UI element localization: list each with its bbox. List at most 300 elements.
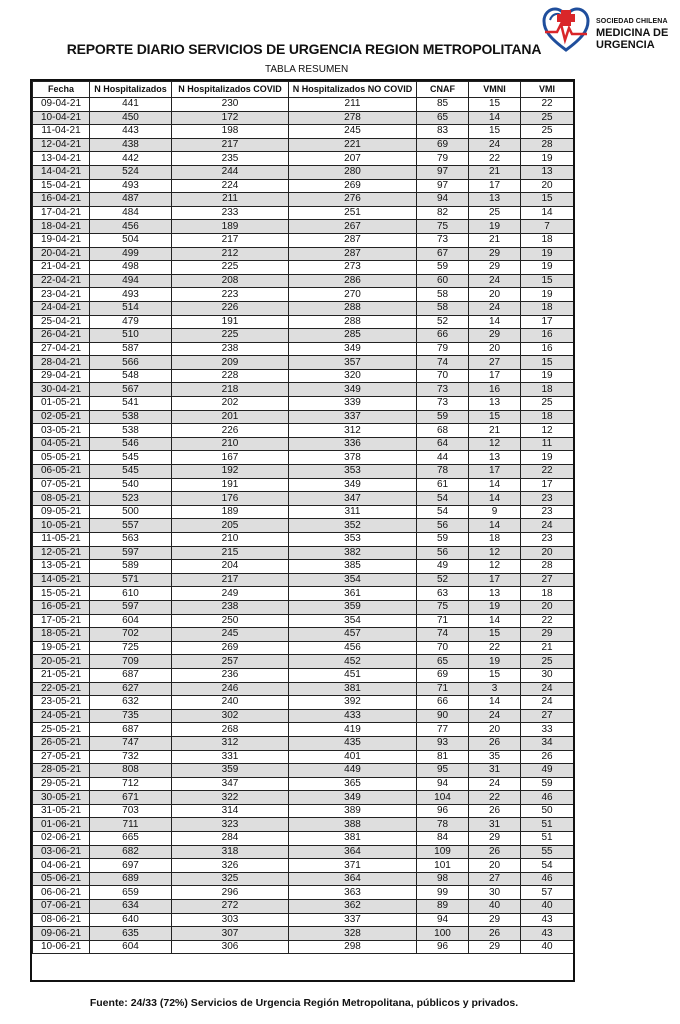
table-cell: 365 xyxy=(289,777,417,791)
table-row xyxy=(33,614,574,628)
table-cell: 67 xyxy=(417,247,469,261)
table-cell: 46 xyxy=(521,872,574,886)
table-cell: 325 xyxy=(172,872,289,886)
table-cell: 210 xyxy=(172,437,289,451)
table-cell: 189 xyxy=(172,505,289,519)
table-row xyxy=(33,220,574,234)
table-cell: 65 xyxy=(417,111,469,125)
table-cell: 235 xyxy=(172,152,289,166)
table-cell: 15 xyxy=(469,410,521,424)
table-cell: 58 xyxy=(417,288,469,302)
table-cell: 326 xyxy=(172,859,289,873)
table-cell: 30 xyxy=(469,886,521,900)
table-cell: 167 xyxy=(172,451,289,465)
table-cell: 49 xyxy=(417,560,469,574)
table-cell: 24 xyxy=(521,519,574,533)
table-cell: 24-04-21 xyxy=(33,301,90,315)
table-row xyxy=(33,152,574,166)
table-cell: 217 xyxy=(172,233,289,247)
table-row xyxy=(33,900,574,914)
table-cell: 21-05-21 xyxy=(33,668,90,682)
table-cell: 29-04-21 xyxy=(33,369,90,383)
table-cell: 06-06-21 xyxy=(33,886,90,900)
table-cell: 40 xyxy=(521,900,574,914)
table-cell: 627 xyxy=(90,682,172,696)
table-cell: 711 xyxy=(90,818,172,832)
table-cell: 808 xyxy=(90,764,172,778)
table-row xyxy=(33,655,574,669)
table-cell: 100 xyxy=(417,927,469,941)
table-cell: 17 xyxy=(521,315,574,329)
table-cell: 14-04-21 xyxy=(33,165,90,179)
table-cell: 276 xyxy=(289,193,417,207)
table-cell: 228 xyxy=(172,369,289,383)
table-cell: 493 xyxy=(90,288,172,302)
table-cell: 557 xyxy=(90,519,172,533)
table-cell: 60 xyxy=(417,274,469,288)
table-cell: 79 xyxy=(417,152,469,166)
table-cell: 02-06-21 xyxy=(33,832,90,846)
table-cell: 29 xyxy=(469,832,521,846)
table-cell: 15 xyxy=(469,125,521,139)
column-header: VMNI xyxy=(469,82,521,98)
table-cell: 735 xyxy=(90,709,172,723)
table-cell: 250 xyxy=(172,614,289,628)
table-cell: 306 xyxy=(172,940,289,954)
table-cell: 29-05-21 xyxy=(33,777,90,791)
table-cell: 24-05-21 xyxy=(33,709,90,723)
table-row xyxy=(33,682,574,696)
table-cell: 15 xyxy=(469,98,521,112)
table-cell: 14 xyxy=(469,519,521,533)
table-cell: 3 xyxy=(469,682,521,696)
table-cell: 22 xyxy=(521,98,574,112)
table-row xyxy=(33,315,574,329)
table-cell: 438 xyxy=(90,138,172,152)
table-cell: 339 xyxy=(289,397,417,411)
table-row xyxy=(33,165,574,179)
table-cell: 64 xyxy=(417,437,469,451)
table-cell: 487 xyxy=(90,193,172,207)
table-row xyxy=(33,274,574,288)
table-row xyxy=(33,301,574,315)
table-cell: 671 xyxy=(90,791,172,805)
table-cell: 208 xyxy=(172,274,289,288)
table-cell: 24 xyxy=(469,301,521,315)
table-row xyxy=(33,111,574,125)
table-row xyxy=(33,533,574,547)
table-cell: 357 xyxy=(289,356,417,370)
table-cell: 19 xyxy=(521,288,574,302)
table-cell: 449 xyxy=(289,764,417,778)
table-cell: 331 xyxy=(172,750,289,764)
table-cell: 545 xyxy=(90,465,172,479)
table-cell: 19 xyxy=(521,247,574,261)
table-cell: 494 xyxy=(90,274,172,288)
table-cell: 93 xyxy=(417,736,469,750)
table-cell: 29 xyxy=(469,261,521,275)
table-cell: 249 xyxy=(172,587,289,601)
table-cell: 25 xyxy=(521,111,574,125)
table-cell: 381 xyxy=(289,832,417,846)
table-cell: 43 xyxy=(521,927,574,941)
table-cell: 23-04-21 xyxy=(33,288,90,302)
table-cell: 10-04-21 xyxy=(33,111,90,125)
table-cell: 442 xyxy=(90,152,172,166)
table-cell: 19 xyxy=(521,369,574,383)
table-cell: 26 xyxy=(469,927,521,941)
table-cell: 14-05-21 xyxy=(33,573,90,587)
table-cell: 514 xyxy=(90,301,172,315)
organization-name: SOCIEDAD CHILENA MEDICINA DE URGENCIA xyxy=(596,18,669,51)
table-cell: 443 xyxy=(90,125,172,139)
table-cell: 29 xyxy=(521,628,574,642)
table-cell: 210 xyxy=(172,533,289,547)
table-cell: 21-04-21 xyxy=(33,261,90,275)
table-row xyxy=(33,329,574,343)
table-cell: 211 xyxy=(289,98,417,112)
table-cell: 21 xyxy=(469,424,521,438)
table-cell: 337 xyxy=(289,410,417,424)
table-cell: 25 xyxy=(521,655,574,669)
table-cell: 401 xyxy=(289,750,417,764)
table-cell: 201 xyxy=(172,410,289,424)
table-cell: 20 xyxy=(469,859,521,873)
table-cell: 385 xyxy=(289,560,417,574)
table-cell: 18 xyxy=(521,233,574,247)
table-cell: 24 xyxy=(469,138,521,152)
table-cell: 69 xyxy=(417,668,469,682)
table-cell: 73 xyxy=(417,383,469,397)
table-cell: 20 xyxy=(521,179,574,193)
table-cell: 19 xyxy=(521,152,574,166)
table-cell: 479 xyxy=(90,315,172,329)
table-cell: 280 xyxy=(289,165,417,179)
table-cell: 54 xyxy=(521,859,574,873)
table-cell: 20 xyxy=(469,342,521,356)
table-cell: 28-05-21 xyxy=(33,764,90,778)
table-cell: 268 xyxy=(172,723,289,737)
table-cell: 270 xyxy=(289,288,417,302)
table-cell: 286 xyxy=(289,274,417,288)
column-header: N Hospitalizados xyxy=(90,82,172,98)
table-cell: 98 xyxy=(417,872,469,886)
table-cell: 354 xyxy=(289,614,417,628)
table-cell: 284 xyxy=(172,832,289,846)
table-cell: 433 xyxy=(289,709,417,723)
table-cell: 223 xyxy=(172,288,289,302)
table-cell: 101 xyxy=(417,859,469,873)
table-cell: 504 xyxy=(90,233,172,247)
table-cell: 13 xyxy=(469,451,521,465)
table-row xyxy=(33,628,574,642)
table-cell: 71 xyxy=(417,614,469,628)
table-row xyxy=(33,940,574,954)
table-cell: 29 xyxy=(469,329,521,343)
table-cell: 484 xyxy=(90,206,172,220)
table-row xyxy=(33,505,574,519)
table-cell: 389 xyxy=(289,804,417,818)
table-cell: 548 xyxy=(90,369,172,383)
table-row xyxy=(33,247,574,261)
table-row xyxy=(33,777,574,791)
table-cell: 336 xyxy=(289,437,417,451)
table-cell: 09-06-21 xyxy=(33,927,90,941)
table-cell: 50 xyxy=(521,804,574,818)
table-cell: 59 xyxy=(417,261,469,275)
table-cell: 21 xyxy=(521,641,574,655)
table-cell: 456 xyxy=(90,220,172,234)
table-cell: 27-04-21 xyxy=(33,342,90,356)
table-cell: 364 xyxy=(289,845,417,859)
table-cell: 70 xyxy=(417,641,469,655)
table-cell: 571 xyxy=(90,573,172,587)
table-cell: 349 xyxy=(289,791,417,805)
table-cell: 16-04-21 xyxy=(33,193,90,207)
table-row xyxy=(33,410,574,424)
table-cell: 95 xyxy=(417,764,469,778)
table-cell: 96 xyxy=(417,804,469,818)
table-cell: 689 xyxy=(90,872,172,886)
table-cell: 353 xyxy=(289,533,417,547)
table-cell: 68 xyxy=(417,424,469,438)
table-cell: 540 xyxy=(90,478,172,492)
table-row xyxy=(33,859,574,873)
table-row xyxy=(33,261,574,275)
table-cell: 18 xyxy=(521,301,574,315)
table-cell: 493 xyxy=(90,179,172,193)
table-cell: 212 xyxy=(172,247,289,261)
table-cell: 97 xyxy=(417,179,469,193)
table-cell: 524 xyxy=(90,165,172,179)
table-cell: 665 xyxy=(90,832,172,846)
table-cell: 19 xyxy=(469,655,521,669)
table-cell: 245 xyxy=(289,125,417,139)
table-cell: 217 xyxy=(172,573,289,587)
table-cell: 709 xyxy=(90,655,172,669)
table-cell: 11-05-21 xyxy=(33,533,90,547)
table-cell: 27 xyxy=(521,573,574,587)
table-cell: 18 xyxy=(521,410,574,424)
table-row xyxy=(33,573,574,587)
table-cell: 18-05-21 xyxy=(33,628,90,642)
table-cell: 9 xyxy=(469,505,521,519)
table-cell: 18-04-21 xyxy=(33,220,90,234)
table-row xyxy=(33,587,574,601)
table-cell: 267 xyxy=(289,220,417,234)
table-cell: 27-05-21 xyxy=(33,750,90,764)
table-cell: 378 xyxy=(289,451,417,465)
table-cell: 20-05-21 xyxy=(33,655,90,669)
table-cell: 31 xyxy=(469,818,521,832)
table-cell: 287 xyxy=(289,233,417,247)
table-cell: 278 xyxy=(289,111,417,125)
table-cell: 14 xyxy=(469,315,521,329)
table-cell: 25 xyxy=(469,206,521,220)
table-cell: 597 xyxy=(90,546,172,560)
table-cell: 12 xyxy=(469,437,521,451)
table-row xyxy=(33,356,574,370)
table-cell: 712 xyxy=(90,777,172,791)
table-cell: 205 xyxy=(172,519,289,533)
table-cell: 176 xyxy=(172,492,289,506)
table-cell: 57 xyxy=(521,886,574,900)
table-cell: 15-04-21 xyxy=(33,179,90,193)
table-cell: 03-05-21 xyxy=(33,424,90,438)
table-cell: 61 xyxy=(417,478,469,492)
table-cell: 40 xyxy=(469,900,521,914)
table-cell: 65 xyxy=(417,655,469,669)
table-cell: 303 xyxy=(172,913,289,927)
table-cell: 14 xyxy=(469,492,521,506)
table-cell: 17 xyxy=(469,369,521,383)
table-cell: 58 xyxy=(417,301,469,315)
table-row xyxy=(33,288,574,302)
table-cell: 318 xyxy=(172,845,289,859)
table-cell: 24 xyxy=(469,709,521,723)
table-cell: 353 xyxy=(289,465,417,479)
table-cell: 24 xyxy=(469,777,521,791)
table-cell: 246 xyxy=(172,682,289,696)
table-cell: 371 xyxy=(289,859,417,873)
table-cell: 51 xyxy=(521,818,574,832)
table-cell: 725 xyxy=(90,641,172,655)
table-cell: 78 xyxy=(417,465,469,479)
table-cell: 18 xyxy=(521,587,574,601)
table-cell: 83 xyxy=(417,125,469,139)
table-cell: 89 xyxy=(417,900,469,914)
table-cell: 269 xyxy=(172,641,289,655)
table-cell: 456 xyxy=(289,641,417,655)
summary-table-container xyxy=(30,79,575,982)
table-cell: 10-06-21 xyxy=(33,940,90,954)
table-row xyxy=(33,804,574,818)
table-cell: 22 xyxy=(521,614,574,628)
table-cell: 218 xyxy=(172,383,289,397)
table-cell: 538 xyxy=(90,410,172,424)
table-cell: 587 xyxy=(90,342,172,356)
table-cell: 269 xyxy=(289,179,417,193)
column-header: VMI xyxy=(521,82,574,98)
table-cell: 322 xyxy=(172,791,289,805)
table-cell: 435 xyxy=(289,736,417,750)
table-cell: 687 xyxy=(90,668,172,682)
table-row xyxy=(33,478,574,492)
table-cell: 215 xyxy=(172,546,289,560)
table-cell: 94 xyxy=(417,193,469,207)
table-cell: 273 xyxy=(289,261,417,275)
table-row xyxy=(33,832,574,846)
table-cell: 55 xyxy=(521,845,574,859)
table-cell: 659 xyxy=(90,886,172,900)
table-cell: 604 xyxy=(90,614,172,628)
table-cell: 52 xyxy=(417,573,469,587)
table-row xyxy=(33,927,574,941)
table-cell: 26 xyxy=(469,804,521,818)
table-cell: 74 xyxy=(417,628,469,642)
table-cell: 26-05-21 xyxy=(33,736,90,750)
table-cell: 26-04-21 xyxy=(33,329,90,343)
table-body xyxy=(33,98,574,954)
table-cell: 314 xyxy=(172,804,289,818)
table-cell: 04-05-21 xyxy=(33,437,90,451)
table-cell: 225 xyxy=(172,261,289,275)
table-row xyxy=(33,818,574,832)
table-cell: 702 xyxy=(90,628,172,642)
table-cell: 66 xyxy=(417,329,469,343)
table-cell: 96 xyxy=(417,940,469,954)
table-cell: 13 xyxy=(469,397,521,411)
table-cell: 59 xyxy=(417,533,469,547)
table-cell: 104 xyxy=(417,791,469,805)
table-cell: 538 xyxy=(90,424,172,438)
table-cell: 687 xyxy=(90,723,172,737)
table-cell: 17-05-21 xyxy=(33,614,90,628)
table-cell: 15-05-21 xyxy=(33,587,90,601)
table-row xyxy=(33,437,574,451)
table-cell: 20 xyxy=(469,288,521,302)
table-row xyxy=(33,709,574,723)
table-cell: 236 xyxy=(172,668,289,682)
table-cell: 362 xyxy=(289,900,417,914)
table-row xyxy=(33,125,574,139)
table-cell: 20 xyxy=(469,723,521,737)
table-cell: 14 xyxy=(521,206,574,220)
table-cell: 209 xyxy=(172,356,289,370)
table-cell: 59 xyxy=(417,410,469,424)
table-cell: 66 xyxy=(417,696,469,710)
table-cell: 05-05-21 xyxy=(33,451,90,465)
table-cell: 20 xyxy=(521,600,574,614)
table-cell: 22 xyxy=(521,465,574,479)
table-cell: 541 xyxy=(90,397,172,411)
table-cell: 22 xyxy=(469,641,521,655)
table-cell: 354 xyxy=(289,573,417,587)
table-cell: 14 xyxy=(469,614,521,628)
table-row xyxy=(33,193,574,207)
table-cell: 388 xyxy=(289,818,417,832)
table-cell: 15 xyxy=(469,668,521,682)
table-cell: 46 xyxy=(521,791,574,805)
table-cell: 09-04-21 xyxy=(33,98,90,112)
table-cell: 16 xyxy=(469,383,521,397)
table-cell: 732 xyxy=(90,750,172,764)
table-cell: 22-05-21 xyxy=(33,682,90,696)
table-cell: 17 xyxy=(521,478,574,492)
table-cell: 298 xyxy=(289,940,417,954)
table-cell: 78 xyxy=(417,818,469,832)
table-cell: 450 xyxy=(90,111,172,125)
table-cell: 191 xyxy=(172,315,289,329)
table-cell: 75 xyxy=(417,220,469,234)
table-cell: 23 xyxy=(521,492,574,506)
table-row xyxy=(33,233,574,247)
table-header-row xyxy=(33,82,574,98)
table-cell: 419 xyxy=(289,723,417,737)
table-cell: 03-06-21 xyxy=(33,845,90,859)
table-row xyxy=(33,845,574,859)
table-cell: 546 xyxy=(90,437,172,451)
table-cell: 364 xyxy=(289,872,417,886)
table-cell: 634 xyxy=(90,900,172,914)
table-cell: 24 xyxy=(521,696,574,710)
table-cell: 567 xyxy=(90,383,172,397)
table-cell: 697 xyxy=(90,859,172,873)
table-cell: 381 xyxy=(289,682,417,696)
table-cell: 28-04-21 xyxy=(33,356,90,370)
table-cell: 457 xyxy=(289,628,417,642)
table-cell: 12 xyxy=(469,560,521,574)
